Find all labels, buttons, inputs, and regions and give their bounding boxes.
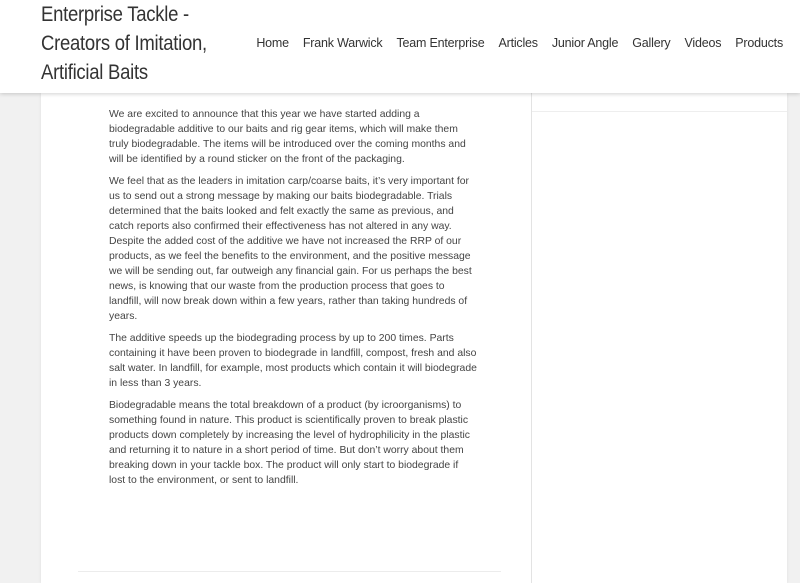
article-paragraph-3: The additive speeds up the biodegrading process by up to 200 times. Parts containing it have been proven to biodegrade in landfill, compost, fresh and also salt water. In landfill, for example, most products which contain it will biodegrade in less than 3 years.: [109, 333, 477, 389]
nav-item-team-enterprise[interactable]: Team Enterprise: [396, 36, 485, 50]
nav-item-frank-warwick[interactable]: Frank Warwick: [302, 36, 383, 50]
site-title[interactable]: [41, 0, 239, 87]
site-header: [0, 0, 800, 93]
site-title-link[interactable]: [41, 0, 239, 87]
nav-item-articles[interactable]: Articles: [498, 36, 538, 50]
nav-item-home[interactable]: Home: [256, 36, 289, 50]
nav-item-junior-angle[interactable]: Junior Angle: [551, 36, 619, 50]
site-title-line-2: Creators of Imitation,: [41, 31, 207, 55]
nav-item-products[interactable]: Products: [735, 36, 783, 50]
site-title-line-3: Artificial Baits: [41, 60, 148, 84]
sidebar-divider: [531, 93, 532, 583]
nav-item-gallery[interactable]: Gallery: [632, 36, 671, 50]
article-body: [109, 107, 477, 495]
nav-item-videos[interactable]: Videos: [684, 36, 722, 50]
article-bottom-divider: [78, 571, 501, 572]
article-paragraph-2: We feel that as the leaders in imitation carp/coarse baits, it’s very important for us to send out a strong message by making our baits biodegradable. Trials determined that the baits looked and felt exactly the same as previous, and catch reports also confirmed their effectiveness has not altered in any way. Despite the added cost of the additive we have not increased the RRP of our products, as we feel the benefits to the environment, and the positive message we will be sending out, far outweigh any financial gain. For us perhaps the best news, is knowing that our waste from the production process that goes to landfill, will now break down within a few years, rather than taking hundreds of years.: [109, 176, 472, 322]
article-paragraph-4: Biodegradable means the total breakdown of a product (by icroorganisms) to something found in nature. This product is scientifically proven to break plastic products down completely by increasing the level of hydrophilicity in the plastic and returning it to nature in a short period of time. But don’t worry about them breaking down in your tackle box. The product will only start to biodegrade if lost to the environment, or sent to landfill.: [109, 400, 470, 486]
site-title-line-1: Enterprise Tackle -: [41, 2, 189, 26]
sidebar-rule: [532, 111, 787, 112]
article-paragraph-1: We are excited to announce that this year we have started adding a biodegradable additive to our baits and rig gear items, which will make them truly biodegradable. The items will be introduced over the coming months and will be identified by a round sticker on the front of the packaging.: [109, 109, 466, 165]
content-area: [41, 93, 787, 583]
main-nav: [242, 34, 783, 52]
